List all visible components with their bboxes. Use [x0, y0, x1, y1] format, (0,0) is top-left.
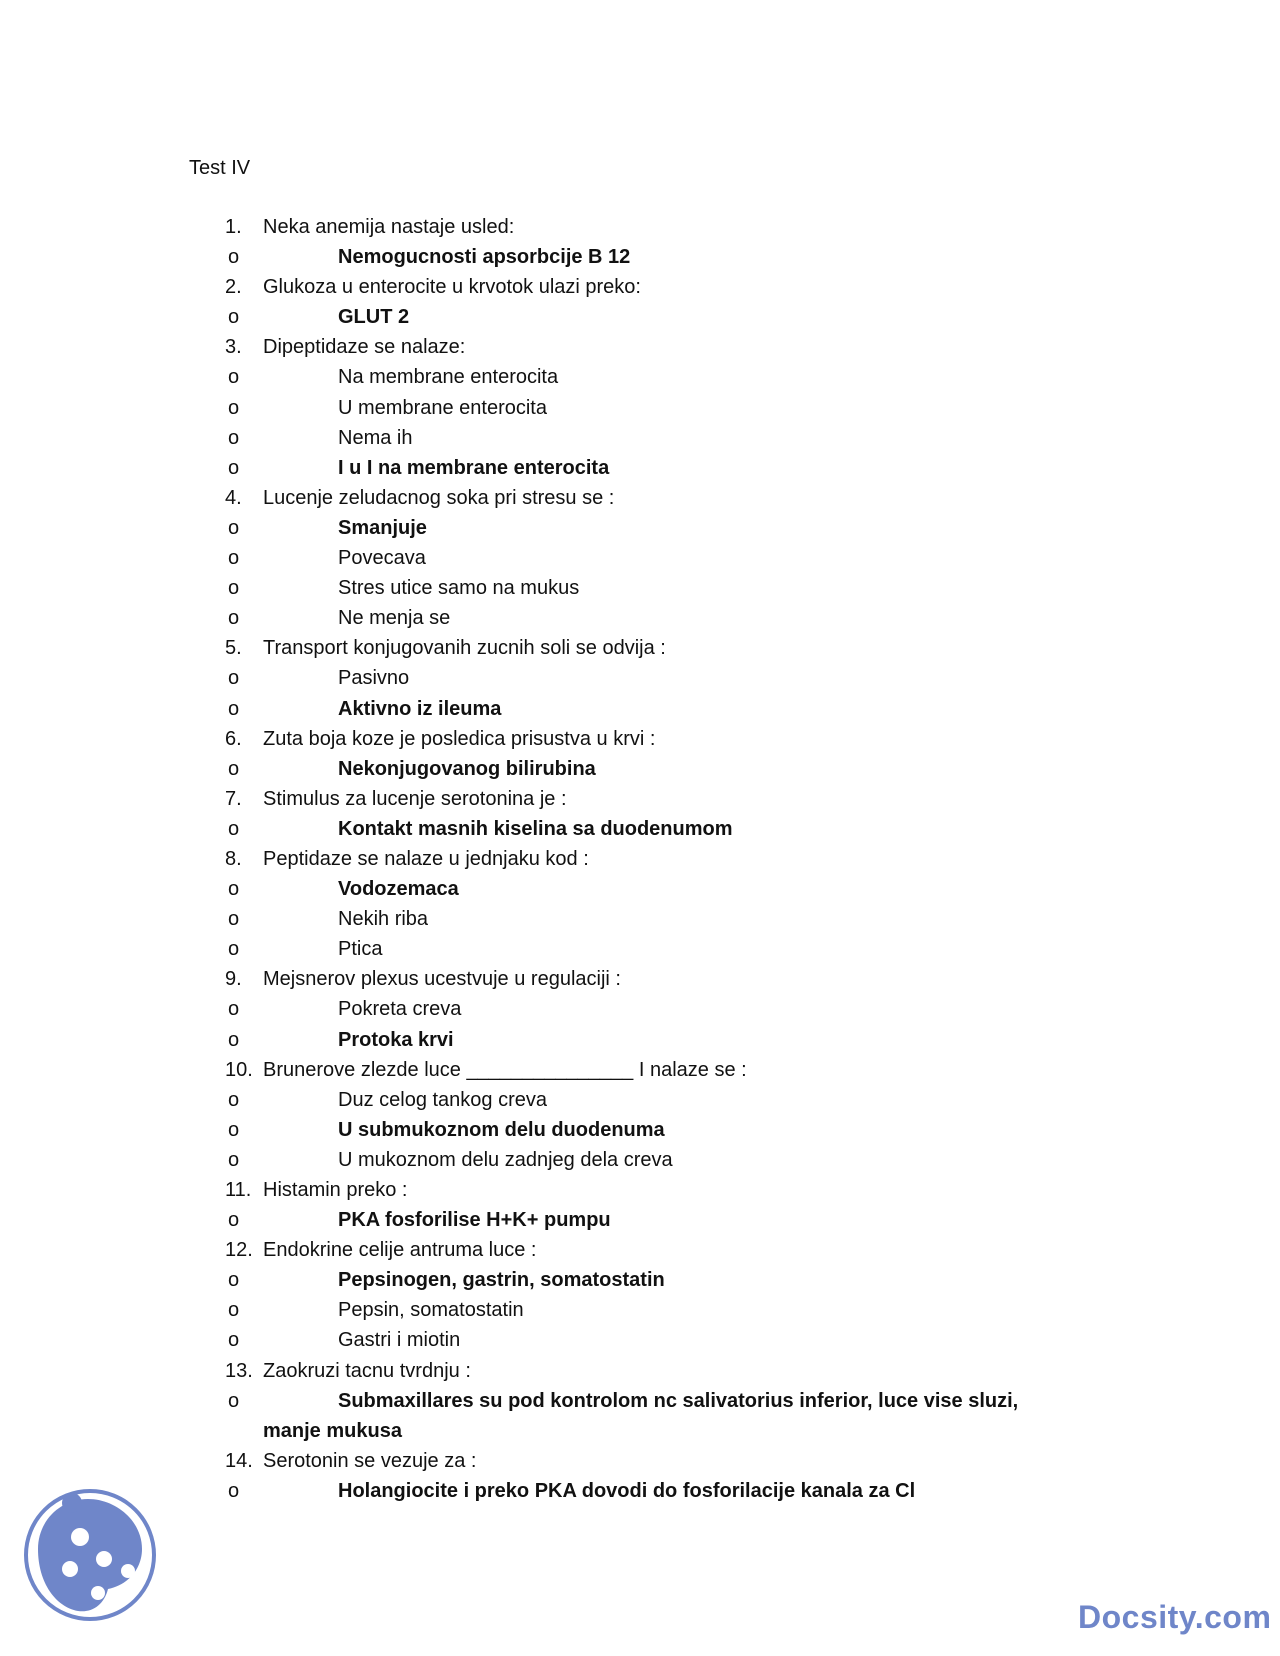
bullet-icon: o: [228, 516, 240, 539]
bullet-icon: o: [228, 1269, 240, 1292]
answer-option: [0, 1325, 1280, 1355]
bullet-icon: o: [228, 878, 240, 901]
answer-option: [0, 423, 1280, 453]
correct-answer-text: U submukoznom delu duodenuma: [338, 1118, 665, 1141]
answer-option: [0, 242, 1280, 272]
correct-answer-text: GLUT 2: [338, 306, 410, 329]
correct-answer-text: Submaxillares su pod kontrolom nc salivatorius inferior, luce vise sluzi,: [338, 1389, 1019, 1412]
answer-text: Ptica: [338, 938, 383, 961]
answer-option: [0, 513, 1280, 543]
docsity-logo-icon: [20, 1485, 160, 1625]
answer-option: [0, 904, 1280, 934]
answer-option: [0, 603, 1280, 633]
bullet-icon: o: [228, 1148, 240, 1171]
question-item: [0, 844, 1280, 874]
answer-text: Nekih riba: [338, 908, 429, 931]
correct-answer-text: PKA fosforilise H+K+ pumpu: [338, 1209, 611, 1232]
answer-option: [0, 663, 1280, 693]
question-text: Dipeptidaze se nalaze:: [263, 336, 466, 359]
bullet-icon: o: [228, 366, 240, 389]
question-number: 14.: [225, 1449, 253, 1472]
question-text: Histamin preko :: [263, 1179, 408, 1201]
document-title: Test IV: [189, 157, 251, 179]
answer-option: [0, 694, 1280, 724]
bullet-icon: o: [228, 246, 240, 269]
correct-answer-text: Nemogucnosti apsorbcije B 12: [338, 246, 631, 269]
answer-option: [0, 1085, 1280, 1115]
bullet-icon: o: [228, 426, 240, 449]
answer-text: Pasivno: [338, 667, 410, 690]
question-number: 12.: [225, 1239, 253, 1262]
answer-option: [0, 453, 1280, 483]
question-number: 3.: [225, 336, 242, 359]
answer-text: Stres utice samo na mukus: [338, 577, 580, 600]
bullet-icon: o: [228, 547, 240, 570]
answer-option: [0, 302, 1280, 332]
bullet-icon: o: [228, 697, 240, 720]
question-number: 5.: [225, 637, 242, 660]
bullet-icon: o: [228, 456, 240, 479]
answer-option: [0, 1115, 1280, 1145]
question-number: 7.: [225, 787, 242, 810]
answer-option: [0, 994, 1280, 1024]
bullet-icon: o: [228, 757, 240, 780]
question-text: Brunerove zlezde luce _______________ I nalaze se :: [263, 1058, 747, 1081]
answer-text: Nema ih: [338, 426, 413, 449]
bullet-icon: o: [228, 1118, 240, 1141]
answer-option: [0, 1295, 1280, 1325]
answer-option: [0, 934, 1280, 964]
question-number: 11.: [225, 1179, 252, 1201]
question-item: [0, 212, 1280, 242]
question-item: [0, 964, 1280, 994]
question-item: [0, 1235, 1280, 1265]
question-number: 1.: [225, 216, 242, 238]
question-item: [0, 1175, 1280, 1205]
question-number: 4.: [225, 486, 242, 509]
answer-option: [0, 393, 1280, 423]
correct-answer-text: Smanjuje: [338, 516, 427, 539]
answer-option: [0, 1265, 1280, 1295]
question-item: [0, 1356, 1280, 1386]
answer-option: [0, 874, 1280, 904]
question-item: [0, 1446, 1280, 1476]
bullet-icon: o: [228, 1088, 240, 1111]
bullet-icon: o: [228, 577, 240, 600]
bullet-icon: o: [228, 1389, 240, 1412]
question-item: [0, 633, 1280, 663]
question-text: Neka anemija nastaje usled:: [263, 216, 515, 238]
question-number: 2.: [225, 276, 242, 299]
bullet-icon: o: [228, 1299, 240, 1322]
question-number: 10.: [225, 1058, 253, 1081]
answer-text: Pokreta creva: [338, 998, 462, 1021]
answer-option: [0, 1145, 1280, 1175]
answer-option: [0, 814, 1280, 844]
bullet-icon: o: [228, 998, 240, 1021]
correct-answer-text: Aktivno iz ileuma: [338, 697, 502, 720]
bullet-icon: o: [228, 1329, 240, 1352]
answer-text: Ne menja se: [338, 607, 451, 630]
question-number: 6.: [225, 727, 242, 750]
bullet-icon: o: [228, 908, 240, 931]
question-text: Transport konjugovanih zucnih soli se odvija :: [263, 637, 666, 660]
bullet-icon: o: [228, 306, 240, 329]
answer-continuation-text: manje mukusa: [263, 1419, 402, 1442]
answer-option: [0, 1476, 1280, 1506]
question-item: [0, 724, 1280, 754]
answer-continuation: [0, 1416, 1280, 1446]
question-item: [0, 784, 1280, 814]
bullet-icon: o: [228, 396, 240, 419]
correct-answer-text: Protoka krvi: [338, 1028, 454, 1051]
answer-text: Povecava: [338, 547, 426, 570]
correct-answer-text: Holangiocite i preko PKA dovodi do fosforilacije kanala za Cl: [338, 1479, 916, 1502]
answer-text: Pepsin, somatostatin: [338, 1299, 524, 1322]
bullet-icon: o: [228, 938, 240, 961]
answer-option: [0, 573, 1280, 603]
correct-answer-text: I u I na membrane enterocita: [338, 456, 610, 479]
question-number: 8.: [225, 847, 242, 870]
answer-text: U membrane enterocita: [338, 396, 547, 419]
question-text: Zuta boja koze je posledica prisustva u krvi :: [263, 727, 656, 750]
answer-option: [0, 362, 1280, 392]
question-item: [0, 332, 1280, 362]
answer-text: Duz celog tankog creva: [338, 1088, 548, 1111]
correct-answer-text: Nekonjugovanog bilirubina: [338, 757, 596, 780]
question-text: Zaokruzi tacnu tvrdnju :: [263, 1359, 471, 1382]
question-item: [0, 483, 1280, 513]
answer-text: Na membrane enterocita: [338, 366, 559, 389]
question-text: Serotonin se vezuje za :: [263, 1449, 477, 1472]
answer-option: [0, 1025, 1280, 1055]
answer-option: [0, 1205, 1280, 1235]
question-text: Peptidaze se nalaze u jednjaku kod :: [263, 847, 589, 870]
bullet-icon: o: [228, 817, 240, 840]
bullet-icon: o: [228, 1209, 240, 1232]
question-number: 9.: [225, 968, 242, 991]
answer-text: U mukoznom delu zadnjeg dela creva: [338, 1148, 673, 1171]
question-number: 13.: [225, 1359, 253, 1382]
bullet-icon: o: [228, 667, 240, 690]
question-item: [0, 272, 1280, 302]
question-text: Lucenje zeludacnog soka pri stresu se :: [263, 486, 615, 509]
answer-option: [0, 754, 1280, 784]
answer-option: [0, 543, 1280, 573]
question-text: Stimulus za lucenje serotonina je :: [263, 787, 567, 810]
question-list: [0, 212, 1280, 1506]
answer-text: Gastri i miotin: [338, 1329, 461, 1352]
correct-answer-text: Pepsinogen, gastrin, somatostatin: [338, 1269, 665, 1292]
docsity-watermark: Docsity.com: [1078, 1599, 1272, 1635]
question-item: [0, 1055, 1280, 1085]
question-text: Mejsnerov plexus ucestvuje u regulaciji :: [263, 968, 621, 991]
question-text: Glukoza u enterocite u krvotok ulazi preko:: [263, 276, 641, 299]
answer-option: [0, 1386, 1280, 1416]
bullet-icon: o: [228, 607, 240, 630]
correct-answer-text: Vodozemaca: [338, 878, 459, 901]
correct-answer-text: Kontakt masnih kiselina sa duodenumom: [338, 817, 733, 840]
bullet-icon: o: [228, 1479, 240, 1502]
bullet-icon: o: [228, 1028, 240, 1051]
question-text: Endokrine celije antruma luce :: [263, 1239, 537, 1262]
